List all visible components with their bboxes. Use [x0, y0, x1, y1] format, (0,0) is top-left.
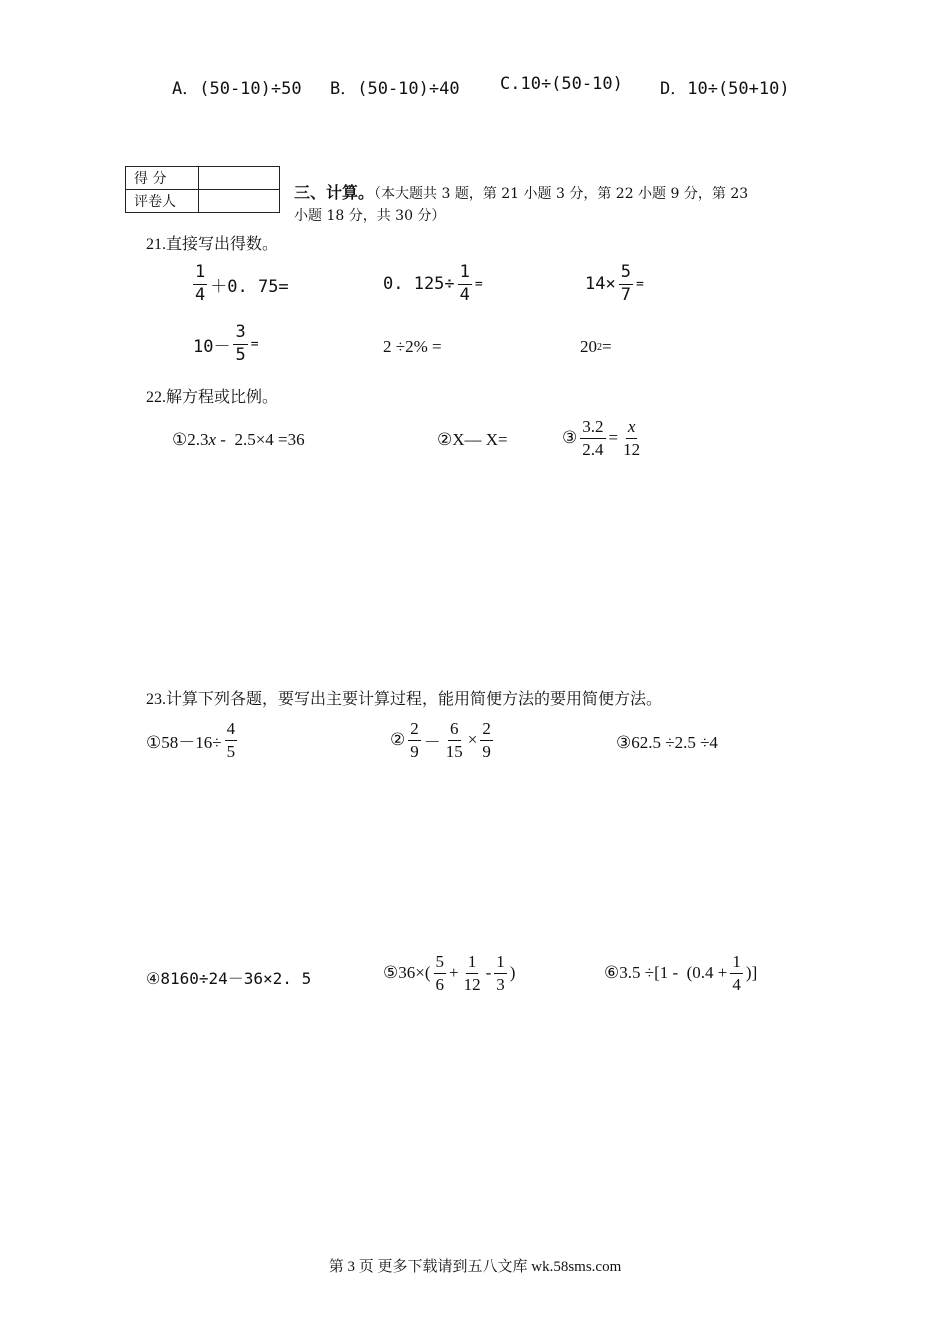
frac-num: 1: [458, 264, 472, 285]
frac-den: 3: [496, 974, 505, 994]
circled-mark: ③: [562, 428, 578, 448]
section-heading: [294, 180, 748, 203]
frac-den: 6: [435, 974, 444, 994]
frac-num: 1: [466, 953, 479, 974]
q21-expr-6: [580, 337, 612, 357]
q23-prompt: 23.计算下列各题，要写出主要计算过程，能用简便方法的要用简便方法。: [146, 691, 663, 708]
grader-label: 评卷人: [126, 190, 199, 213]
frac-den: 15: [445, 741, 463, 761]
circled-mark: ①: [172, 430, 188, 449]
power-exp: 2: [597, 341, 602, 353]
grader-cell: [199, 190, 280, 213]
q23-expr-3: ③62.5 ÷2.5 ÷4: [616, 733, 718, 752]
choice-d: D．10÷(50+10): [660, 79, 790, 99]
frac-den: 4: [195, 284, 206, 305]
expr-post: ): [509, 963, 516, 983]
frac-num: 1: [494, 953, 507, 974]
operator: -: [485, 963, 492, 983]
expr-pre: 14×: [585, 274, 616, 295]
frac-num: x: [626, 418, 638, 439]
q22-expr-1: [172, 430, 305, 450]
frac-den: 9: [410, 741, 419, 761]
operator: －: [423, 732, 441, 752]
q21-expr-4: [193, 324, 259, 365]
frac-num: 2: [408, 720, 421, 741]
q23-expr-4: ④8160÷24－36×2. 5: [146, 969, 312, 988]
frac-den: 5: [226, 741, 236, 761]
frac-num: 5: [619, 264, 633, 285]
expr-rest: =: [250, 336, 259, 352]
frac-num: 4: [225, 720, 238, 741]
q21-prompt: 21.直接写出得数。: [146, 236, 279, 253]
equals-sign: =: [608, 428, 619, 448]
choice-a: A．(50-10)÷50: [172, 79, 302, 99]
q23-expr-2: [390, 720, 496, 761]
expr-pre: ⑥3.5 ÷[1 - (0.4 +: [604, 963, 728, 983]
q21-expr-3: [585, 264, 644, 305]
coef: 2.3: [187, 430, 209, 449]
q23-expr-5: [383, 953, 515, 994]
q21-expr-1: [190, 264, 289, 305]
expr-rest: =: [635, 276, 644, 292]
choice-b: B．(50-10)÷40: [330, 79, 460, 99]
frac-num: 5: [434, 953, 447, 974]
frac-num: 3: [233, 324, 247, 345]
section-note-line2: 小题 18 分，共 30 分）: [294, 208, 446, 224]
frac-den: 12: [463, 974, 481, 994]
score-table: [125, 166, 280, 213]
expr-post: )]: [745, 963, 758, 983]
section-note-line1: （本大题共 3 题，第 21 小题 3 分，第 22 小题 9 分，第 23: [374, 186, 749, 202]
variable: x: [208, 430, 217, 449]
expr-rest: =: [602, 337, 612, 356]
page-footer: 第 3 页 更多下载请到五八文库 wk.58sms.com: [328, 1259, 622, 1275]
q22-expr-2: ②X— X=: [437, 430, 508, 449]
expr-rest: ＋0. 75=: [210, 276, 289, 297]
score-label: 得 分: [126, 167, 199, 190]
operator: ×: [467, 730, 478, 750]
frac-num: 6: [448, 720, 461, 741]
expr-pre: 0. 125÷: [383, 274, 455, 295]
frac-den: 7: [620, 284, 631, 305]
score-cell: [199, 167, 280, 190]
q21-expr-2: [383, 264, 483, 305]
frac-num: 3.2: [580, 418, 605, 439]
section-title: 三、计算。: [294, 183, 375, 202]
frac-den: 4: [459, 284, 470, 305]
frac-den: 4: [732, 974, 741, 994]
frac-num: 1: [730, 953, 743, 974]
expr-pre: ①58－16÷: [146, 732, 222, 752]
frac-den: 12: [623, 439, 641, 459]
operator: +: [449, 963, 459, 983]
frac-num: 1: [193, 264, 207, 285]
frac-den: 9: [482, 741, 491, 761]
expr-rest: =: [474, 276, 483, 292]
choice-c: C.10÷(50-10): [500, 74, 623, 94]
power-base: 20: [580, 337, 597, 356]
frac-num: 2: [480, 720, 493, 741]
q23-expr-1: [146, 720, 240, 761]
q22-expr-3: [562, 418, 645, 459]
circled-mark: ②: [390, 730, 406, 750]
q21-expr-5: 2 ÷2% =: [383, 337, 442, 356]
expr-pre: ⑤36×(: [383, 963, 431, 983]
frac-den: 5: [235, 344, 246, 365]
q22-prompt: 22.解方程或比例。: [146, 389, 279, 406]
q23-expr-6: [604, 953, 757, 994]
frac-den: 2.4: [582, 439, 604, 459]
expr-pre: 10－: [193, 336, 231, 357]
expr-rest: - 2.5×4 =36: [216, 430, 305, 449]
